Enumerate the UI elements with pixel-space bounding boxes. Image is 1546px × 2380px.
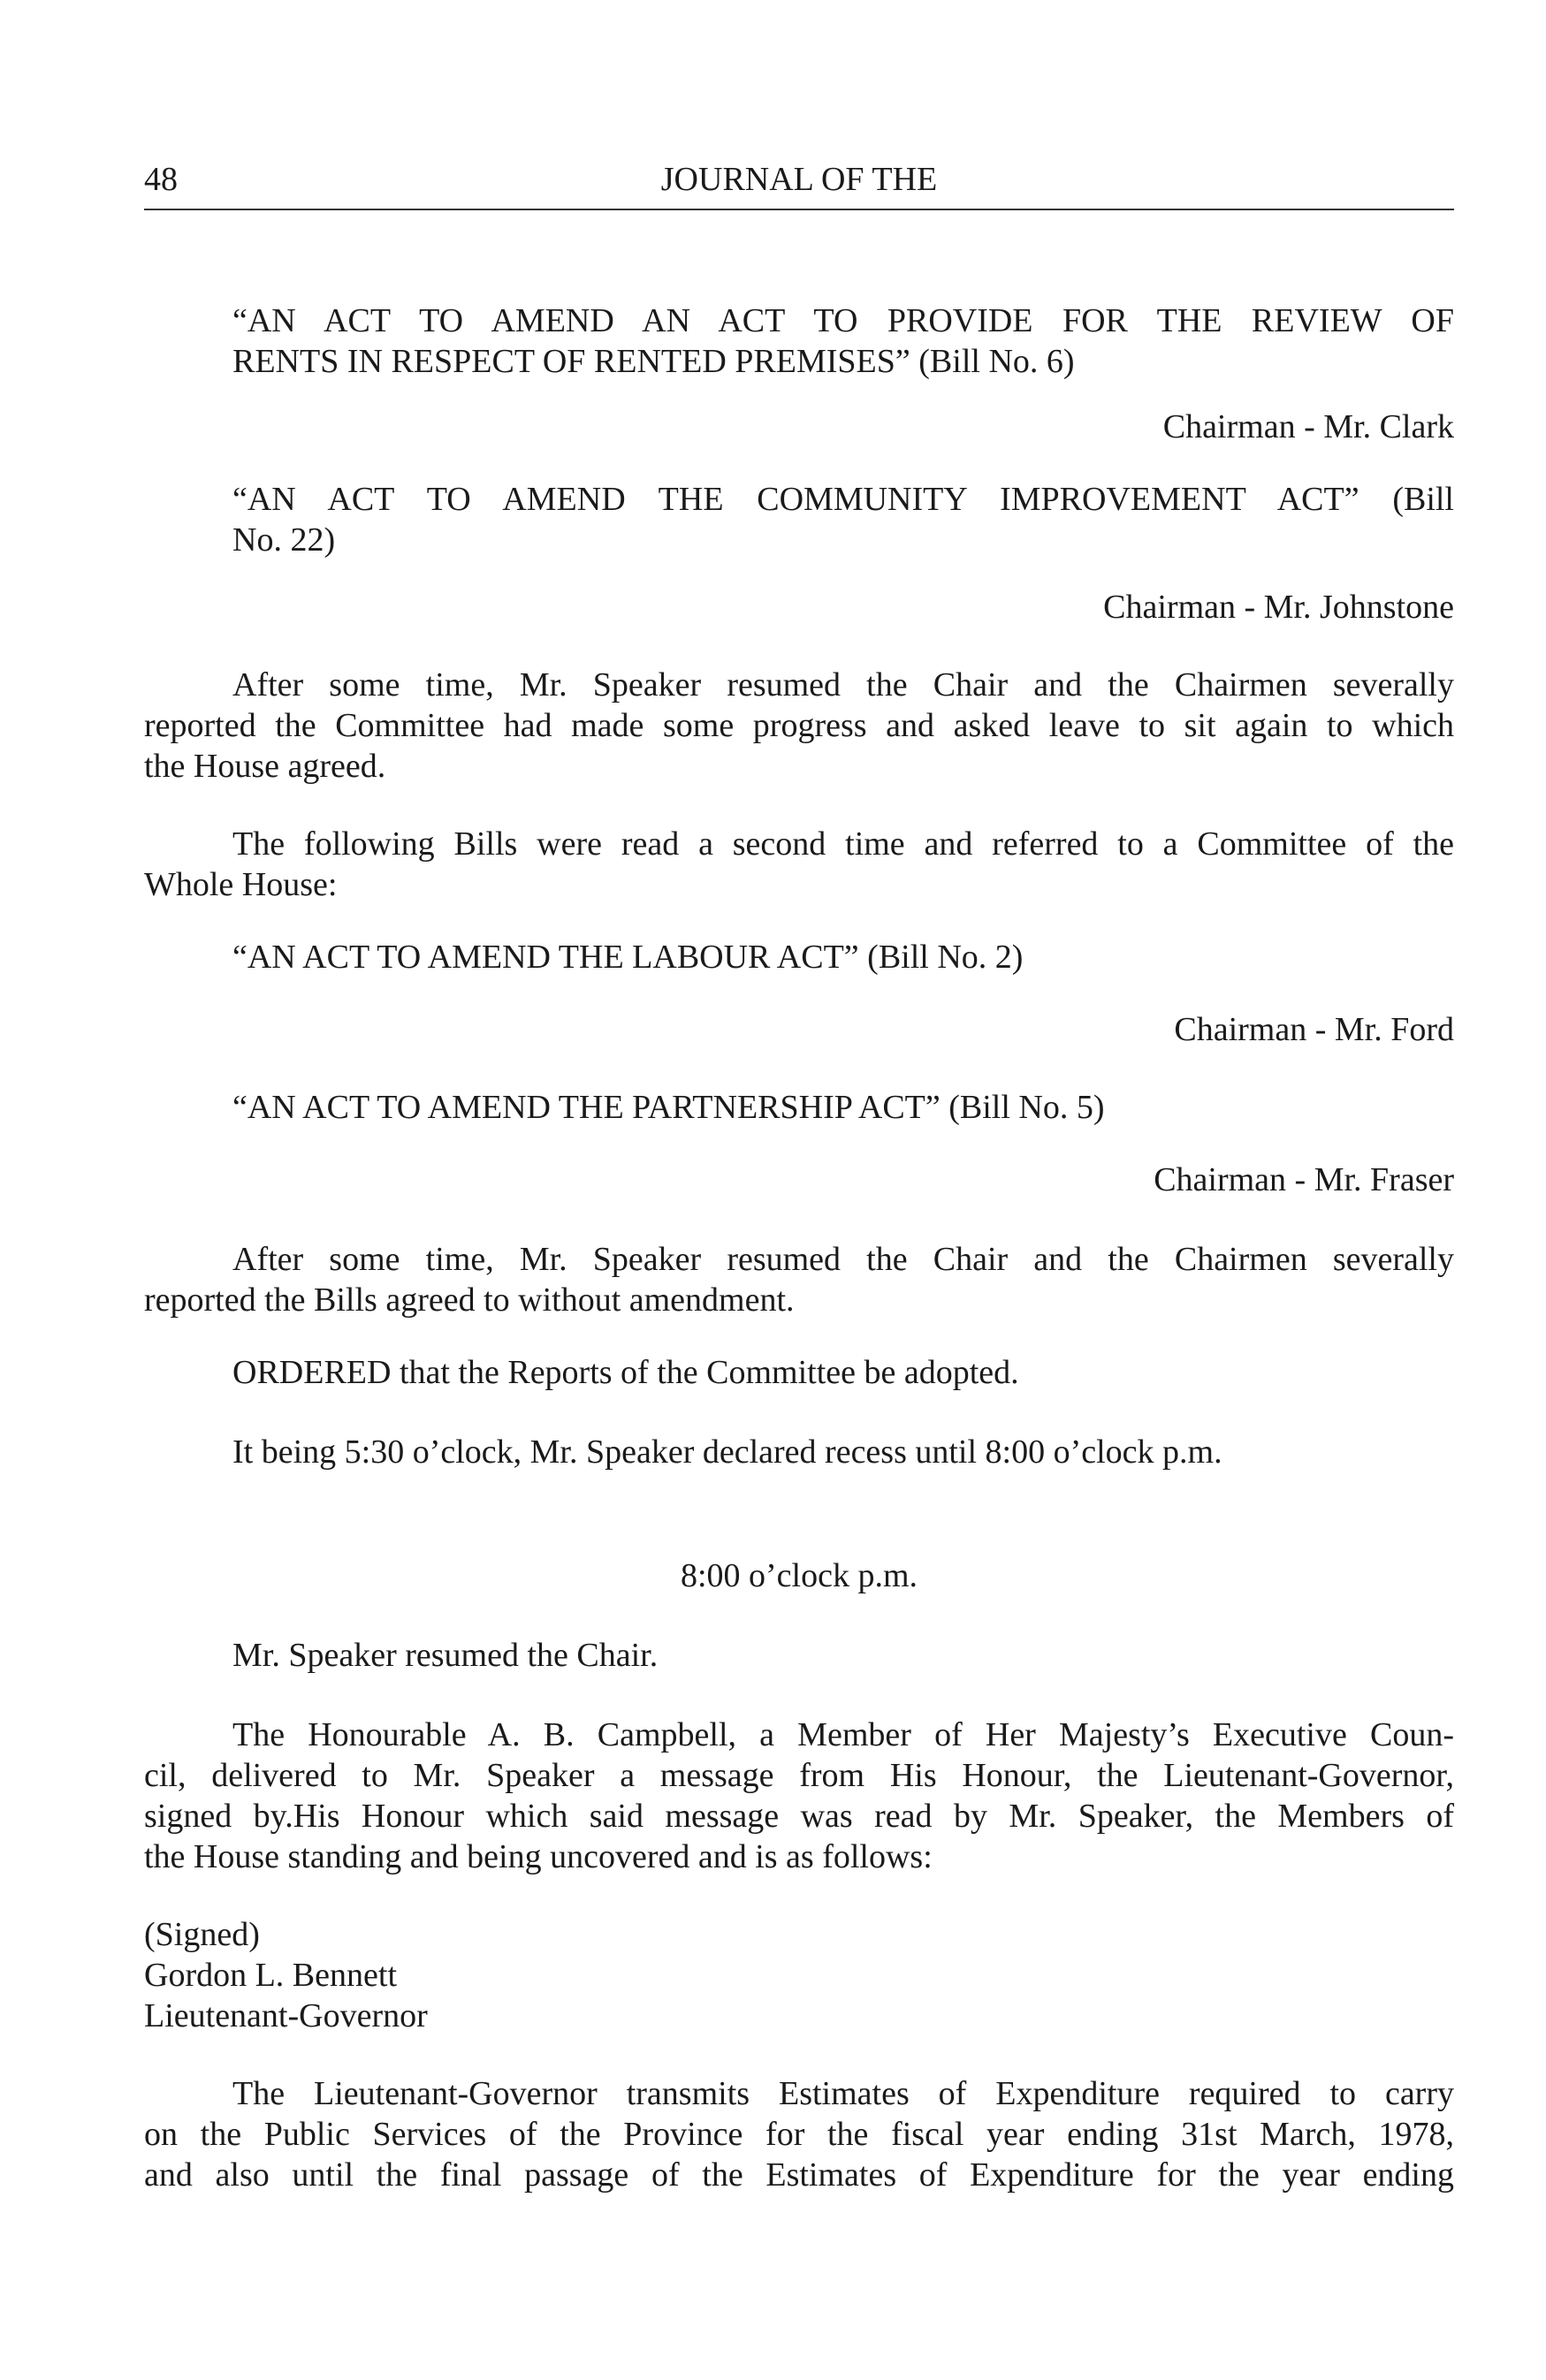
running-head: JOURNAL OF THE [660, 161, 938, 198]
paragraph-recess: It being 5:30 o’clock, Mr. Speaker declared recess until 8:00 o’clock p.m. [232, 1433, 1222, 1471]
bill-chairman-clark: Chairman - Mr. Clark [1162, 408, 1454, 445]
bill-title-line: “AN ACT TO AMEND THE LABOUR ACT” (Bill No. 2) [232, 939, 1024, 976]
bill-entry-labour [232, 937, 1454, 977]
paragraph-line: Whole House: [144, 866, 338, 903]
paragraph-message [144, 1715, 1454, 1877]
paragraph-line: The Lieutenant-Governor transmits Estimates of Expenditure required to carry [232, 2075, 1454, 2112]
signature-title: Lieutenant-Governor [144, 1997, 428, 2034]
paragraph-estimates [144, 2073, 1454, 2195]
paragraph-line: on the Public Services of the Province for the fiscal year ending 31st March, 1978, [144, 2116, 1454, 2153]
paragraph-second-reading [144, 824, 1454, 905]
bill-title-line: “AN ACT TO AMEND THE COMMUNITY IMPROVEMENT ACT” (Bill [232, 481, 1454, 518]
signature-name: Gordon L. Bennett [144, 1957, 398, 1994]
bill-title-line: No. 22) [232, 521, 336, 559]
paragraph-agreed [144, 1239, 1454, 1320]
bill-title-line: “AN ACT TO AMEND AN ACT TO PROVIDE FOR THE REVIEW OF [232, 302, 1454, 339]
bill-chairman-johnstone: Chairman - Mr. Johnstone [1103, 589, 1454, 626]
bill-entry-rents [232, 300, 1454, 382]
paragraph-line: The following Bills were read a second time and referred to a Committee of the [232, 825, 1454, 863]
paragraph-line: cil, delivered to Mr. Speaker a message from His Honour, the Lieutenant-Governor, [144, 1757, 1454, 1794]
bill-entry-community [232, 479, 1454, 560]
paragraph-line: signed by.His Honour which said message was read by Mr. Speaker, the Members of [144, 1798, 1454, 1835]
paragraph-line: The Honourable A. B. Campbell, a Member of Her Majesty’s Executive Coun- [232, 1716, 1454, 1753]
bill-title-line: RENTS IN RESPECT OF RENTED PREMISES” (Bill No. 6) [232, 343, 1075, 380]
paragraph-line: After some time, Mr. Speaker resumed the Chair and the Chairmen severally [232, 666, 1454, 703]
paragraph-line: the House agreed. [144, 748, 386, 785]
signature-block [144, 1914, 1454, 2036]
paragraph-line: After some time, Mr. Speaker resumed the Chair and the Chairmen severally [232, 1241, 1454, 1278]
bill-chairman-ford: Chairman - Mr. Ford [1174, 1011, 1454, 1048]
paragraph-line: reported the Bills agreed to without amendment. [144, 1281, 795, 1319]
page-header [144, 159, 1454, 210]
time-heading: 8:00 o’clock p.m. [680, 1557, 918, 1594]
journal-page [144, 159, 1454, 2194]
paragraph-resumed: Mr. Speaker resumed the Chair. [232, 1637, 659, 1674]
paragraph-line: and also until the final passage of the Estimates of Expenditure for the year ending [144, 2156, 1454, 2194]
bill-title-line: “AN ACT TO AMEND THE PARTNERSHIP ACT” (Bill No. 5) [232, 1089, 1105, 1126]
bill-chairman-fraser: Chairman - Mr. Fraser [1154, 1161, 1454, 1198]
paragraph-line: reported the Committee had made some progress and asked leave to sit again to which [144, 707, 1454, 744]
bill-entry-partnership [232, 1087, 1454, 1128]
paragraph-ordered: ORDERED that the Reports of the Committee be adopted. [232, 1354, 1019, 1391]
paragraph-progress [144, 665, 1454, 787]
paragraph-line: the House standing and being uncovered and is as follows: [144, 1838, 933, 1875]
signature-signed: (Signed) [144, 1916, 260, 1953]
page-number: 48 [144, 161, 178, 198]
